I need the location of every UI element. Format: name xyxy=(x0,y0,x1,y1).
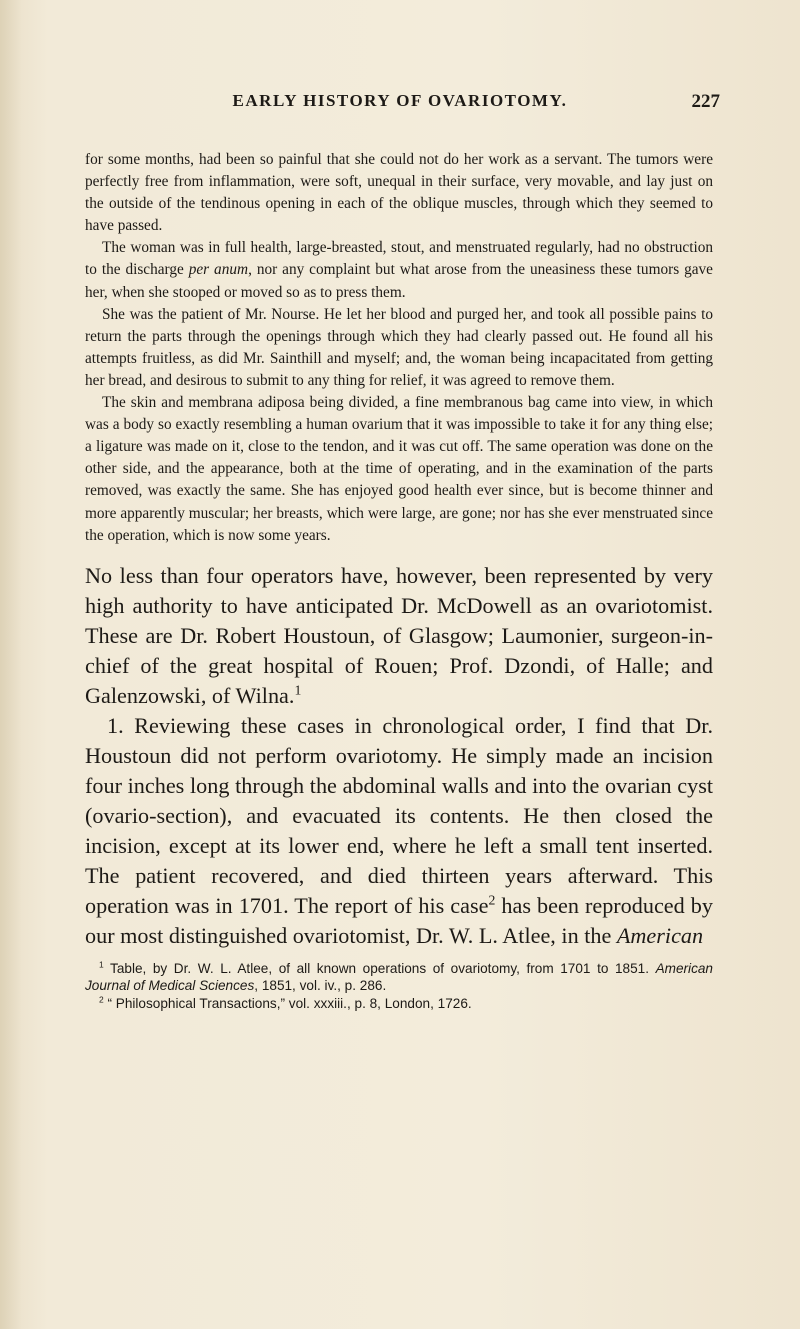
footnote-ref: 1 xyxy=(294,682,302,698)
text-run: Table, by Dr. W. L. Atlee, of all known operations of ovariotomy, from 1701 to 1851. xyxy=(103,960,656,976)
footnote-ref: 2 xyxy=(488,892,496,908)
page-body xyxy=(85,149,713,1012)
text-run: 1. Reviewing these cases in chronological order, I find that Dr. Houstoun did not perform ovariotomy. He simply made an incision four inches long through the abdominal walls and into the ovarian cyst (ovario-section), and evacuated its contents. He then closed the incision, except at its lower end, where he left a small tent inserted. The patient recovered, and died thirteen years afterward. This operation was in 1701. The report of his case xyxy=(85,712,713,918)
paragraph xyxy=(85,561,713,711)
paragraph xyxy=(85,237,713,303)
paragraph xyxy=(85,711,713,951)
page-header xyxy=(0,91,800,121)
text-run: , nor any complaint but what arose from the uneasiness these tumors gave her, when she stooped or moved so as to press them. xyxy=(85,261,713,301)
italic-text: per anum xyxy=(188,261,249,279)
footnote xyxy=(85,995,713,1013)
text-run: No less than four operators have, however, been represented by very high authority to have anticipated Dr. McDowell as an ovariotomist. These are Dr. Robert Houstoun, of Glasgow; Laumonier, surgeon-in-chief of the great hospital of Rouen; Prof. Dzondi, of Halle; and Galenzowski, of Wilna. xyxy=(85,562,713,708)
paragraph: She was the patient of Mr. Nourse. He let her blood and purged her, and took all possible pains to return the parts through the openings through which they had clearly passed out. He found all his attempts fruitless, as did Mr. Sainthill and myself; and, the woman being incapacitated from getting her bread, and desirous to submit to any thing for relief, it was agreed to remove them. xyxy=(85,305,713,389)
text-run: The woman was in full health, large-breasted, stout, and menstruated regularly, had no obstruction to the discharge xyxy=(85,239,713,279)
footnotes xyxy=(85,960,713,1013)
running-title: EARLY HISTORY OF OVARIOTOMY. xyxy=(232,91,568,110)
main-text xyxy=(85,561,713,951)
text-run: has been reproduced by our most distinguished ovariotomist, Dr. W. L. Atlee, in the xyxy=(85,892,713,948)
italic-text: American xyxy=(616,922,704,948)
paragraph: The skin and membrana adiposa being divided, a fine membranous bag came into view, in which was a body so exactly resembling a human ovarium that it was impossible to take it for any thing else; a ligature was made on it, close to the tendon, and it was cut off. The same operation was done on the other side, and the appearance, both at the time of operating, and in the examination of the parts removed, was exactly the same. She has enjoyed good health ever since, but is become thinner and more apparently muscular; her breasts, which were large, are gone; nor has she ever menstruated since the operation, which is now some years. xyxy=(85,394,713,544)
text-run: , 1851, vol. iv., p. 286. xyxy=(254,978,387,994)
text-run: “ Philosophical Transactions,” vol. xxxiii., p. 8, London, 1726. xyxy=(103,995,472,1011)
footnote-mark: 1 xyxy=(99,959,104,970)
footnote xyxy=(85,960,713,995)
paragraph: for some months, had been so painful that she could not do her work as a servant. The tumors were perfectly free from inflammation, were soft, unequal in their surface, very movable, and lay just on the outside of the tendinous opening in each of the oblique muscles, through which they seemed to have passed. xyxy=(85,151,713,235)
quoted-case-text xyxy=(85,149,713,547)
italic-text: American Journal of Medical Sciences xyxy=(85,960,713,994)
footnote-mark: 2 xyxy=(99,994,104,1005)
page-gutter-shadow xyxy=(0,0,22,1329)
page-number: 227 xyxy=(691,91,720,112)
